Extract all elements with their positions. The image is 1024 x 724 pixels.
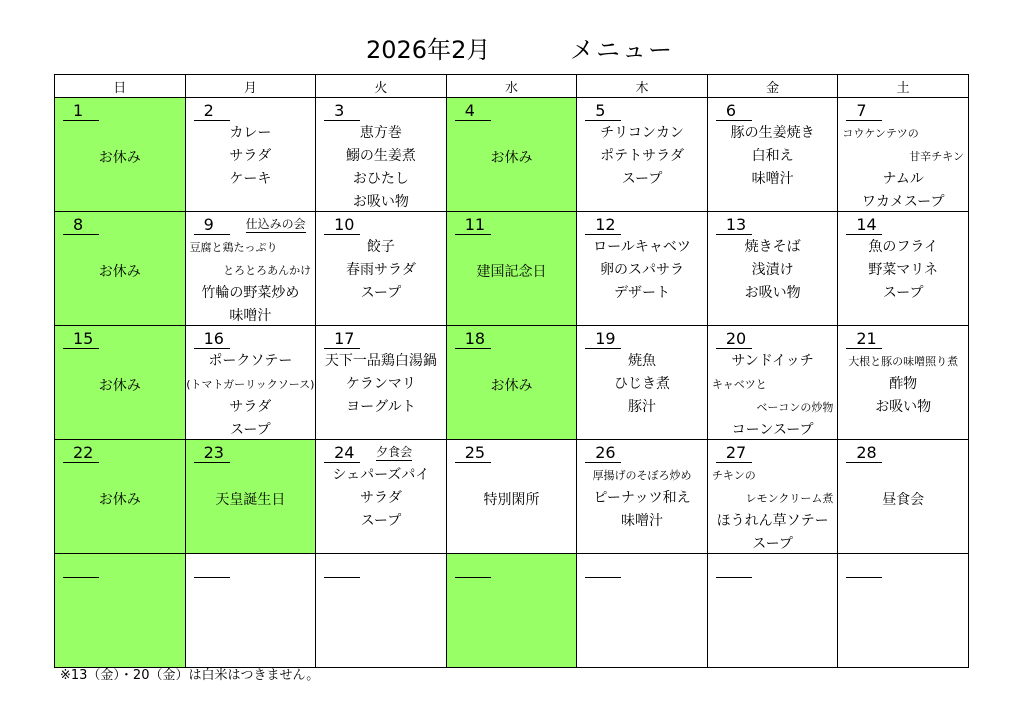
day-cell	[838, 554, 969, 668]
day-cell	[55, 212, 186, 326]
weekday-header: 土	[838, 75, 969, 98]
week-row	[55, 554, 969, 668]
menu-item: スープ	[882, 285, 924, 301]
menu-item: 豆腐と鶏たっぷり	[189, 241, 278, 254]
day-number: 14	[846, 215, 882, 235]
day-number: 11	[455, 215, 491, 235]
day-note: お休み	[98, 150, 141, 166]
menu-list	[577, 236, 707, 305]
day-cell	[55, 326, 186, 440]
day-number-blank	[194, 557, 230, 578]
menu-item: シェパーズパイ	[332, 467, 430, 483]
weekday-header: 木	[577, 75, 708, 98]
day-cell	[185, 554, 316, 668]
menu-item: 豚の生姜焼き	[730, 125, 815, 141]
day-note: お休み	[98, 378, 141, 394]
menu-item: チキンの	[711, 469, 756, 482]
day-cell	[316, 554, 447, 668]
day-cell	[707, 98, 838, 212]
menu-list	[577, 350, 707, 419]
menu-list	[838, 236, 968, 305]
menu-item: 魚のフライ	[868, 239, 938, 255]
day-number: 6	[716, 101, 752, 121]
menu-item: 白和え	[751, 148, 794, 164]
menu-item: ひじき煮	[614, 376, 671, 392]
day-cell	[446, 554, 577, 668]
day-cell	[316, 326, 447, 440]
day-number-blank	[63, 557, 99, 578]
title-label: メニュー	[570, 36, 674, 64]
menu-item: 焼魚	[628, 353, 657, 369]
menu-item: キャベツと	[711, 378, 767, 391]
day-number: 3	[324, 101, 360, 121]
day-cell	[577, 326, 708, 440]
menu-item: ナムル	[882, 171, 924, 187]
menu-item: スープ	[360, 285, 402, 301]
menu-list	[708, 122, 838, 191]
day-number: 24	[324, 443, 360, 463]
day-cell	[55, 98, 186, 212]
day-cell	[838, 212, 969, 326]
day-cell	[838, 326, 969, 440]
menu-list	[316, 236, 446, 305]
day-cell	[316, 440, 447, 554]
day-number: 2	[194, 101, 230, 121]
day-note: お休み	[490, 378, 533, 394]
day-cell	[316, 98, 447, 212]
day-note: 天皇誕生日	[215, 492, 286, 508]
day-number: 16	[194, 329, 230, 349]
week-row	[55, 326, 969, 440]
menu-item: とろとろあんかけ	[223, 264, 312, 277]
day-number: 28	[846, 443, 882, 463]
day-note: お休み	[490, 150, 533, 166]
menu-item: 卵のスパサラ	[600, 262, 685, 278]
menu-list	[838, 122, 968, 212]
day-note: お休み	[98, 492, 141, 508]
weekday-header: 日	[55, 75, 186, 98]
weekday-header: 水	[446, 75, 577, 98]
menu-item: スープ	[621, 171, 663, 187]
day-number-blank	[716, 557, 752, 578]
day-cell	[185, 212, 316, 326]
day-note: 特別閑所	[483, 492, 540, 508]
day-cell	[55, 554, 186, 668]
day-cell	[577, 440, 708, 554]
menu-list	[708, 236, 838, 305]
day-cell	[707, 554, 838, 668]
menu-item: サラダ	[229, 399, 272, 415]
weekday-header-row	[55, 75, 969, 98]
day-number: 1	[63, 101, 99, 121]
menu-item: 焼きそば	[744, 239, 801, 255]
menu-list	[186, 122, 316, 191]
day-cell	[577, 554, 708, 668]
day-cell	[185, 326, 316, 440]
menu-item: 浅漬け	[751, 262, 794, 278]
day-number: 22	[63, 443, 99, 463]
day-cell	[316, 212, 447, 326]
day-number: 19	[585, 329, 621, 349]
event-label: 夕食会	[376, 445, 413, 459]
day-number-blank	[585, 557, 621, 578]
day-number: 18	[455, 329, 491, 349]
menu-item: スープ	[360, 513, 402, 529]
menu-item: スープ	[752, 536, 793, 552]
day-number: 27	[716, 443, 752, 463]
day-number: 23	[194, 443, 230, 463]
menu-item: 厚揚げのそぼろ炒め	[592, 469, 692, 482]
menu-item: ベーコンの炒物	[756, 401, 834, 414]
menu-item: (トマトガーリックソース)	[186, 378, 315, 391]
menu-list	[577, 122, 707, 191]
day-number: 26	[585, 443, 621, 463]
menu-item: ピーナッツ和え	[593, 490, 691, 506]
menu-item: ヨーグルト	[346, 399, 416, 415]
day-number: 17	[324, 329, 360, 349]
day-cell	[838, 98, 969, 212]
menu-item: お吸い物	[352, 194, 409, 210]
menu-item: カレー	[229, 125, 272, 141]
menu-item: 天下一品鶏白湯鍋	[324, 353, 437, 369]
day-number-blank	[846, 557, 882, 578]
day-number: 21	[846, 329, 882, 349]
day-number: 13	[716, 215, 752, 235]
day-cell	[577, 212, 708, 326]
day-number: 12	[585, 215, 621, 235]
day-cell	[446, 212, 577, 326]
menu-item: 甘辛チキン	[909, 150, 964, 163]
menu-item: 恵方巻	[359, 125, 402, 141]
day-number: 10	[324, 215, 360, 235]
day-cell	[707, 326, 838, 440]
week-row	[55, 440, 969, 554]
menu-list	[316, 122, 446, 212]
menu-list	[186, 350, 316, 440]
event-label: 仕込みの会	[245, 217, 306, 231]
day-number: 15	[63, 329, 99, 349]
day-cell	[577, 98, 708, 212]
menu-item: おひたし	[352, 171, 409, 187]
week-row	[55, 212, 969, 326]
menu-list	[316, 464, 446, 533]
day-cell	[446, 98, 577, 212]
day-cell	[446, 326, 577, 440]
menu-item: お吸い物	[744, 285, 801, 301]
menu-list	[577, 464, 707, 533]
menu-item: 味噌汁	[751, 171, 794, 187]
menu-item: ワカメスープ	[861, 194, 945, 210]
day-number: 25	[455, 443, 491, 463]
menu-item: コーンスープ	[731, 422, 814, 438]
day-cell	[707, 212, 838, 326]
menu-item: サラダ	[229, 148, 272, 164]
menu-item: サンドイッチ	[731, 353, 814, 369]
menu-item: ほうれん草ソテー	[716, 513, 829, 529]
title-month: 2026年2月	[366, 36, 491, 64]
day-cell	[185, 98, 316, 212]
weekday-header: 金	[707, 75, 838, 98]
day-number: 4	[455, 101, 491, 121]
menu-item: 鰯の生姜煮	[345, 148, 416, 164]
menu-item: チリコンカン	[600, 125, 684, 141]
day-cell	[55, 440, 186, 554]
weekday-header: 月	[185, 75, 316, 98]
day-cell	[446, 440, 577, 554]
menu-item: 味噌汁	[229, 308, 272, 324]
calendar-body	[55, 98, 969, 668]
day-cell	[707, 440, 838, 554]
menu-item: 酢物	[889, 376, 918, 392]
menu-item: お吸い物	[875, 399, 932, 415]
menu-item: ポークソテー	[208, 353, 293, 369]
menu-item: デザート	[614, 285, 671, 301]
day-number: 8	[63, 215, 99, 235]
menu-list	[838, 350, 968, 419]
menu-item: スープ	[230, 422, 271, 438]
menu-item: 大根と豚の味噌照り煮	[848, 355, 959, 368]
menu-item: サラダ	[359, 490, 402, 506]
menu-item: ポテトサラダ	[600, 148, 684, 164]
menu-item: レモンクリーム煮	[745, 492, 834, 505]
day-cell	[185, 440, 316, 554]
menu-list	[708, 464, 838, 554]
footnote: ※13（金）・20（金）は白米はつきません。	[60, 668, 320, 683]
day-note: 建国記念日	[476, 264, 547, 280]
day-number-blank	[455, 557, 491, 578]
menu-list	[708, 350, 838, 440]
menu-item: ケーキ	[229, 171, 272, 187]
weekday-header: 火	[316, 75, 447, 98]
day-number: 5	[585, 101, 621, 121]
day-note: 昼食会	[882, 492, 925, 508]
day-number: 7	[846, 101, 882, 121]
menu-item: 餃子	[366, 239, 395, 255]
day-cell	[838, 440, 969, 554]
day-note: お休み	[98, 264, 141, 280]
menu-item: ケランマリ	[345, 376, 416, 392]
page-title	[0, 34, 1024, 70]
calendar-table	[54, 74, 969, 668]
menu-item: ロールキャベツ	[593, 239, 691, 255]
menu-list	[186, 236, 316, 326]
menu-item: 味噌汁	[621, 513, 664, 529]
menu-item: 春雨サラダ	[345, 262, 416, 278]
menu-item: コウケンテツの	[842, 127, 919, 140]
day-number: 20	[716, 329, 752, 349]
week-row	[55, 98, 969, 212]
day-number-blank	[324, 557, 360, 578]
menu-list	[316, 350, 446, 419]
menu-item: 野菜マリネ	[868, 262, 939, 278]
day-number: 9	[194, 215, 230, 235]
menu-item: 豚汁	[628, 399, 657, 415]
menu-item: 竹輪の野菜炒め	[201, 285, 300, 301]
